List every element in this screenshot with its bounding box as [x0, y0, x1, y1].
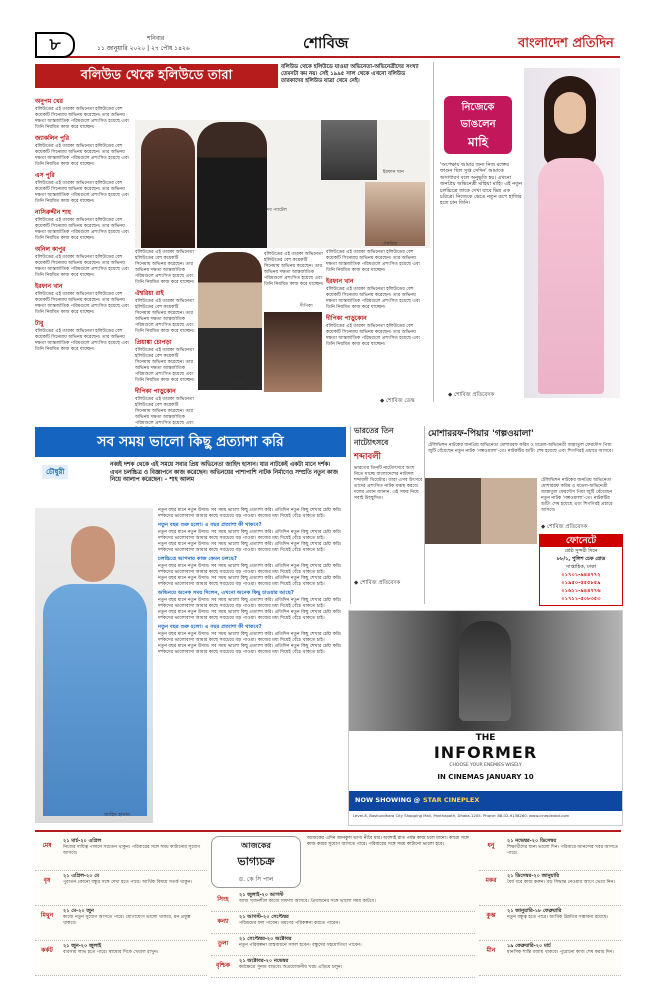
zodiac-dates: ২১ মার্চ-২০ এপ্রিল — [63, 838, 102, 844]
photo-dev — [197, 122, 267, 248]
interview-a1b: নতুন বছর মানে নতুন উদ্যম। সব সময় ভালো কিছু প্রত্যাশা করি। প্রতিদিন নতুন কিছু শেখার চেষ্টা করি। দর্শকদের ভালোবাসা আমার কাছে সবচেয়ে বড় পাওয়া। কাজের মধ্য দিয়েই বেঁচে থাকতে চাই। — [158, 542, 342, 553]
text-mid-3: বলিউডের এই তারকা অভিনেতা হলিউডের বেশ কয়েকটি সিনেমায় অভিনয় করেছেন। তার অভিনয় দক্ষতা আন্তর্জাতিক পরিমণ্ডলে প্রশংসিত হয়েছে এবং তিনি নিয়মিত কাজ করে যাচ্ছেন। — [135, 348, 195, 383]
bharat-sign: ◆ শোবিজ প্রতিবেদক — [354, 580, 401, 586]
informer-footer: Level-8, Bashundhara City Shopping Mall, Panthapath, Dhaka-1205. Phone: 88-02-9138260. www.cineplexbd.com — [353, 813, 570, 818]
interview-title-bar — [35, 427, 346, 457]
text-mid-1: বলিউডের এই তারকা অভিনেতা হলিউডের বেশ কয়েকটি সিনেমায় অভিনয় করেছেন। তার অভিনয় দক্ষতা আন্তর্জাতিক পরিমণ্ডলে প্রশংসিত হয়েছে এবং তিনি নিয়মিত কাজ করে যাচ্ছেন। — [135, 250, 195, 285]
zahid-shirt — [43, 584, 147, 816]
name-spuri: এস পুরি — [35, 172, 55, 179]
zodiac-text: মানসিক শান্তি বজায় থাকবে। পুরোনো কাজ শেষ করার দিন। — [507, 950, 614, 955]
bollywood-mid-column — [135, 250, 195, 426]
name-irrfan-right: ইরফান খান — [326, 278, 354, 285]
mahi-title-2: ভাঙলেন — [460, 119, 496, 130]
zodiac-sign-label: সিংহ — [217, 896, 229, 903]
zodiac-sign-label: কুম্ভ — [486, 912, 496, 919]
zodiac-dates: ২১ জানুয়ারি-১৮ ফেব্রুয়ারি — [507, 908, 562, 914]
photo-deepika — [264, 312, 322, 392]
text-mid-4: বলিউডের এই তারকা অভিনেতা হলিউডের বেশ কয়েকটি সিনেমায় অভিনয় করেছেন। তার অভিনয় দক্ষতা আন্তর্জাতিক পরিমণ্ডলে প্রশংসিত হয়েছে এবং — [135, 397, 194, 426]
zahid-caption: জাহিদ হাসান — [104, 812, 131, 818]
horoscope-title-1: আজকের — [241, 841, 271, 850]
mosharraf-section — [424, 426, 625, 604]
bollywood-sign: ◆ শোবিজ ডেস্ক — [380, 398, 415, 404]
zodiac-dates: ২১ আগস্ট-২০ সেপ্টেম্বর — [239, 914, 289, 920]
zodiac-sign-label: কর্কট — [41, 947, 53, 954]
bharat-body: ভারতের তিনটি নাট্যোৎসবে অংশ নিতে যাচ্ছে বাংলাদেশের নাট্যদল শব্দাবলী থিয়েটার। তারা এসব উৎসবে তাদের প্রশংসিত নাটক মঞ্চস্থ করবে। দলের প্রধান জানান, এই সফর নিয়ে সবাই উচ্ছ্বসিত। — [354, 466, 423, 501]
horoscope-author: ড. কে সি পাল — [238, 876, 274, 883]
informer-cinemas: IN CINEMAS JANUARY 10 — [437, 773, 534, 781]
bharat-title-3: শব্দাবলী — [354, 452, 381, 462]
interview-a0: নতুন বছর মানে নতুন উদ্যম। সব সময় ভালো কিছু প্রত্যাশা করি। প্রতিদিন নতুন কিছু শেখার চেষ্টা করি। দর্শকদের ভালোবাসা আমার কাছে সবচেয়ে বড় পাওয়া। কাজের মধ্য দিয়েই বেঁচে থাকতে চাই। — [158, 508, 342, 519]
date-line: ১১ জানুয়ারি ২০২০ | ২৭ পৌষ ১৪২৬ — [97, 45, 190, 52]
photo-freida — [141, 128, 195, 248]
informer-face — [459, 621, 511, 721]
horoscope-entry — [479, 836, 621, 871]
zodiac-sign-label: বৃষ — [43, 877, 51, 884]
informer-bar — [349, 791, 622, 811]
zodiac-sign-label: কন্যা — [217, 918, 229, 925]
interview-q1b: নতুন বছর শুরু হলো। এ বছর প্রত্যাশা কী থাকবে? — [158, 624, 262, 630]
zodiac-dates: ২১ ডিসেম্বর-২০ জানুয়ারি — [507, 873, 560, 879]
zodiac-text: আজ সৃজনশীল কাজে সাফল্য আসবে। প্রিয়জনের সঙ্গে ভালো সময় কাটবে। — [239, 899, 376, 904]
zodiac-text: ব্যবসায় লাভ হতে পারে। স্বাস্থ্যের দিকে খেয়াল রাখুন। — [63, 950, 159, 955]
fonete-ad[interactable] — [539, 534, 623, 606]
mahi-dress — [538, 158, 604, 394]
interview-a1: নতুন বছর মানে নতুন উদ্যম। সব সময় ভালো কিছু প্রত্যাশা করি। প্রতিদিন নতুন কিছু শেখার চেষ্টা করি। দর্শকদের ভালোবাসা আমার কাছে সবচেয়ে বড় পাওয়া। কাজের মধ্য দিয়েই বেঁচে থাকতে চাই। — [158, 530, 342, 541]
horoscope-section — [35, 830, 621, 977]
interview-q2: চলচ্চিত্রে আপনার কাজ কেমন চলছে? — [158, 556, 237, 562]
text-anil: বলিউডের এই তারকা অভিনেতা হলিউডের বেশ কয়েকটি সিনেমায় অভিনয় করেছেন। তার অভিনয় দক্ষতা আন্তর্জাতিক পরিমণ্ডলে প্রশংসিত হয়েছে এবং তিনি নিয়মিত কাজ করে যাচ্ছেন। — [35, 255, 130, 278]
zodiac-dates: ২১ সেপ্টেম্বর-২০ অক্টোবর — [239, 936, 292, 942]
horoscope-entry — [211, 934, 475, 956]
zodiac-text: কর্মক্ষেত্রে সুনাম বাড়বে। অপ্রয়োজনীয় খরচ এড়িয়ে চলুন। — [239, 965, 343, 970]
zodiac-sign-label: তুলা — [217, 940, 229, 947]
page-header — [35, 30, 620, 58]
zodiac-dates: ২১ জুলাই-২০ আগস্ট — [239, 892, 284, 898]
zodiac-dates: ২১ অক্টোবর-২০ নভেম্বর — [239, 958, 289, 964]
text-jacqueline: বলিউডের এই তারকা অভিনেতা হলিউডের বেশ কয়েকটি সিনেমায় অভিনয় করেছেন। তার অভিনয় দক্ষতা আন্তর্জাতিক পরিমণ্ডলে প্রশংসিত হয়েছে এবং তিনি নিয়মিত কাজ করে যাচ্ছেন। — [35, 144, 130, 167]
interview-tag: চৌধুরী — [42, 465, 68, 479]
bollywood-lead: বলিউড থেকে হলিউডে যাওয়া অভিনেতা-অভিনেত্রীদের সংখ্যা তেমনটা কম নয়। সেই ১৯৯৫ সাল থেকে এখনো বলিউড তারকাদের হলিউড যাত্রা থেমে নেই। — [281, 64, 419, 84]
interview-a3: নতুন বছর মানে নতুন উদ্যম। সব সময় ভালো কিছু প্রত্যাশা করি। প্রতিদিন নতুন কিছু শেখার চেষ্টা করি। দর্শকদের ভালোবাসা আমার কাছে সবচেয়ে বড় পাওয়া। কাজের মধ্য দিয়েই বেঁচে থাকতে চাই। — [158, 598, 342, 609]
interview-lead: নব্বই দশক থেকে এই সময়ে সবার প্রিয় অভিনেতা জাহিদ হাসান। যার নাটকেই একটা মানে দর্শক। এখন চলচ্চিত্র ও বিজ্ঞাপনে কাজ করেছেন। অভিনয়ের পাশাপাশি নাটক নির্মাণেও সম্প্রতি নতুন কাজ নিয়ে আলাপ করেছেন। – শাহ আলম — [110, 462, 338, 484]
informer-sub: CHOOSE YOUR ENEMIES WISELY — [449, 763, 522, 768]
text-anupam: বলিউডের এই তারকা অভিনেতা হলিউডের বেশ কয়েকটি সিনেমায় অভিনয় করেছেন। তার অভিনয় দক্ষতা আন্তর্জাতিক পরিমণ্ডলে প্রশংসিত হয়েছে এবং তিনি নিয়মিত কাজ করে যাচ্ছেন। — [35, 107, 130, 130]
horoscope-right-col — [479, 836, 621, 974]
caption-deepika: দীপিকা — [300, 304, 313, 309]
mahi-title-box — [444, 96, 512, 154]
text-tabu: বলিউডের এই তারকা অভিনেতা হলিউডের বেশ কয়েকটি সিনেমায় অভিনয় করেছেন। তার অভিনয় দক্ষতা আন্তর্জাতিক পরিমণ্ডলে প্রশংসিত হয়েছে এবং তিনি নিয়মিত কাজ করে যাচ্ছেন। — [35, 329, 130, 352]
horoscope-entry — [479, 941, 621, 976]
caption-priyanka: প্রিয়াঙ্কা — [232, 382, 245, 387]
bollywood-col-c: বলিউডের এই তারকা অভিনেতা হলিউডের বেশ কয়েকটি সিনেমায় অভিনয় করেছেন। তার অভিনয় দক্ষতা আন্তর্জাতিক পরিমণ্ডলে প্রশংসিত হয়েছে এবং তিনি নিয়মিত কাজ করে যাচ্ছেন। — [264, 252, 324, 287]
zodiac-sign-label: মেষ — [42, 842, 52, 849]
bharat-title-1: ভারতের তিন — [354, 426, 394, 435]
bollywood-right-column — [326, 250, 428, 392]
horoscope-entry — [211, 890, 475, 912]
zodiac-text: নতুন বন্ধুত্ব হতে পারে। আর্থিক উন্নতির সম্ভাবনা রয়েছে। — [507, 915, 609, 920]
horoscope-entry — [479, 906, 621, 941]
mahi-title-1: নিজেকে — [461, 102, 495, 113]
photo-cluster-top — [135, 120, 430, 248]
horoscope-left-col — [35, 836, 207, 974]
fonete-line2: ৮৮/১, পুলিশ চেক রোড — [556, 556, 606, 562]
caption-irrfan: ইরফান খান — [383, 170, 404, 175]
mahi-section — [433, 62, 622, 402]
informer-logo: STAR CINEPLEX — [423, 796, 480, 804]
interview-q1: নতুন বছর শুরু হলো। এ বছর প্রত্যাশা কী থাকবে? — [158, 522, 262, 528]
photo-zahid — [35, 508, 153, 823]
photo-priyanka — [198, 252, 262, 390]
zodiac-dates: ২১ মে-২০ জুন — [63, 908, 94, 914]
zodiac-dates: ১৯ ফেব্রুয়ারি-২০ মার্চ — [507, 943, 551, 949]
mosharraf-body: টেলিভিশন নাটকের জনপ্রিয় অভিনেতা মোশাররফ করিম ও মডেল-অভিনেত্রী জান্নাতুল ফেরদৌস পিয়া জুটি বেঁধেছেন নতুন নাটক 'গল্পওয়ালা'-তে। নাটকটির শুটিং শেষ হয়েছে এবং শিগগিরই প্রচারে আসবে। — [428, 443, 613, 454]
horoscope-title-box — [211, 836, 301, 888]
name-jacqueline: জ্যাকলিন পুরি — [35, 135, 69, 142]
horoscope-entry — [35, 906, 207, 941]
informer-ad[interactable] — [348, 610, 623, 826]
bharat-section — [350, 426, 424, 604]
section-title: শোবিজ — [303, 34, 349, 52]
interview-q3: অভিনয়ে অনেক সময় দিলেন, এখনো অনেক কিছু চাওয়ার আছে? — [158, 590, 294, 596]
horoscope-entry — [479, 871, 621, 906]
interview-body — [158, 508, 344, 824]
horoscope-entry — [211, 912, 475, 934]
bollywood-title: বলিউড থেকে হলিউডে তারা — [80, 68, 233, 83]
zodiac-text: কাজে নতুন সুযোগ আসতে পারে। যোগাযোগ ভালো থাকবে, মন প্রফুল্ল থাকবে। — [63, 915, 191, 926]
photo-mahi — [524, 68, 620, 398]
fonete-sub: শ্রেষ্ঠ সুন্দরী দিনে — [564, 548, 598, 554]
name-irrfan: ইরফান খান — [35, 283, 63, 290]
fonete-line3: সাপ্তাহিক, ঢাকা — [565, 564, 597, 570]
informer-art — [349, 611, 622, 731]
text-spuri: বলিউডের এই তারকা অভিনেতা হলিউডের বেশ কয়েকটি সিনেমায় অভিনয় করেছেন। তার অভিনয় দক্ষতা আন্তর্জাতিক পরিমণ্ডলে প্রশংসিত হয়েছে এবং তিনি নিয়মিত কাজ করে যাচ্ছেন। — [35, 181, 130, 204]
zodiac-dates: ২১ নভেম্বর-২০ ডিসেম্বর — [507, 838, 557, 844]
interview-a2b: নতুন বছর মানে নতুন উদ্যম। সব সময় ভালো কিছু প্রত্যাশা করি। প্রতিদিন নতুন কিছু শেখার চেষ্টা করি। দর্শকদের ভালোবাসা আমার কাছে সবচেয়ে বড় পাওয়া। কাজের মধ্য দিয়েই বেঁচে থাকতে চাই। — [158, 576, 342, 587]
weekday: শনিবার — [147, 35, 165, 42]
zodiac-sign-label: ধনু — [487, 842, 495, 849]
mosharraf-body-2: টেলিভিশন নাটকের জনপ্রিয় অভিনেতা মোশাররফ করিম ও মডেল-অভিনেত্রী জান্নাতুল ফেরদৌস পিয়া জুটি বেঁধেছেন নতুন নাটক 'গল্পওয়ালা'-তে। নাটকটির শুটিং শেষ হয়েছে এবং শিগগিরই প্রচারে আসবে। — [541, 478, 613, 513]
name-anil: অনিল কাপুর — [35, 246, 66, 253]
fonete-phone-2: ০১৬১১-৯৪৪৭৭৬ — [561, 588, 601, 594]
mahi-title-3: মাহি — [468, 135, 488, 149]
interview-title: সব সময় ভালো কিছু প্রত্যাশা করি — [97, 434, 284, 450]
text-naseeruddin: বলিউডের এই তারকা অভিনেতা হলিউডের বেশ কয়েকটি সিনেমায় অভিনয় করেছেন। তার অভিনয় দক্ষতা আন্তর্জাতিক পরিমণ্ডলে প্রশংসিত হয়েছে এবং তিনি নিয়মিত কাজ করে যাচ্ছেন। — [35, 218, 130, 241]
interview-a4b: নতুন বছর মানে নতুন উদ্যম। সব সময় ভালো কিছু প্রত্যাশা করি। প্রতিদিন নতুন কিছু শেখার চেষ্টা করি। দর্শকদের ভালোবাসা আমার কাছে সবচেয়ে বড় পাওয়া। কাজের মধ্য দিয়েই বেঁচে থাকতে চাই। — [158, 644, 342, 655]
zodiac-dates: ২১ এপ্রিল-২০ মে — [63, 873, 100, 879]
caption-aishwarya: ঐশ্বরিয়া — [383, 242, 398, 247]
horoscope-title-2: ভাগ্যচক্র — [237, 855, 275, 868]
name-aishwarya: ঐশ্বরিয়া রাই — [135, 290, 164, 297]
fonete-phone-3: ০১৭১১-৫০৮৩৫৩ — [561, 596, 601, 602]
fonete-title: ফোনেটে — [540, 535, 622, 547]
name-anupam: অনুপম খের — [35, 98, 63, 105]
zodiac-sign-label: বৃশ্চিক — [215, 962, 230, 969]
name-priyanka: প্রিয়াঙ্কা চোপড়া — [135, 339, 172, 346]
bharat-title-2: নাট্যোৎসবে — [354, 438, 389, 447]
informer-the: THE — [475, 733, 496, 743]
photo-aishwarya — [365, 182, 425, 246]
text-r1: বলিউডের এই তারকা অভিনেতা হলিউডের বেশ কয়েকটি সিনেমায় অভিনয় করেছেন। তার অভিনয় দক্ষতা আন্তর্জাতিক পরিমণ্ডলে প্রশংসিত হয়েছে এবং তিনি নিয়মিত কাজ করে যাচ্ছেন। — [326, 250, 421, 273]
horoscope-entry — [35, 941, 207, 976]
zodiac-text: পুরাতন কোনো বন্ধুর সঙ্গে দেখা হতে পারে। আর্থিক বিষয়ে সতর্ক থাকুন। — [63, 880, 192, 885]
horoscope-mid-col — [211, 890, 475, 974]
horoscope-entry — [211, 956, 475, 978]
logo: বাংলাদেশ প্রতিদিন — [518, 36, 614, 51]
text-irrfan: বলিউডের এই তারকা অভিনেতা হলিউডের বেশ কয়েকটি সিনেমায় অভিনয় করেছেন। তার অভিনয় দক্ষতা আন্তর্জাতিক পরিমণ্ডলে প্রশংসিত হয়েছে এবং তিনি নিয়মিত কাজ করে যাচ্ছেন। — [35, 292, 130, 315]
name-tabu: টাবু — [35, 320, 44, 327]
zahid-head — [71, 526, 115, 582]
photo-mosharraf-pia — [425, 478, 537, 544]
text-r2: বলিউডের এই তারকা অভিনেতা হলিউডের বেশ কয়েকটি সিনেমায় অভিনয় করেছেন। তার অভিনয় দক্ষতা আন্তর্জাতিক পরিমণ্ডলে প্রশংসিত হয়েছে এবং তিনি নিয়মিত কাজ করে যাচ্ছেন। — [326, 287, 421, 310]
photo-irrfan — [321, 120, 377, 180]
zodiac-dates: ২১ জুন-২০ জুলাই — [63, 943, 102, 949]
zodiac-text: শিক্ষার্থীদের জন্য ভালো দিন। পরিবারে আনন্দের খবর আসতে পারে। — [507, 845, 619, 856]
caption-dev: দেব প্যাটেল — [265, 208, 287, 213]
zodiac-sign-label: মকর — [485, 877, 497, 884]
zodiac-sign-label: মীন — [486, 947, 496, 954]
page-number: ৮ — [35, 32, 75, 58]
informer-now: NOW SHOWING @ — [355, 796, 421, 804]
fonete-phone-0: ০১৭০১-৯৪৪৭৭২ — [561, 572, 601, 578]
fonete-phone-1: ০১৯৫০-৫৫৫৮৫৯ — [561, 580, 601, 586]
bollywood-title-bar — [35, 64, 278, 88]
horoscope-entry — [35, 836, 207, 871]
zodiac-sign-label: মিথুন — [40, 912, 54, 919]
mahi-face — [554, 92, 586, 134]
text-mid-2: বলিউডের এই তারকা অভিনেতা হলিউডের বেশ কয়েকটি সিনেমায় অভিনয় করেছেন। তার অভিনয় দক্ষতা আন্তর্জাতিক পরিমণ্ডলে প্রশংসিত হয়েছে এবং তিনি নিয়মিত কাজ করে যাচ্ছেন। — [135, 299, 195, 334]
zodiac-text: ধৈর্য ধরে কাজ করুন। বড় সিদ্ধান্ত নেওয়ার আগে ভেবে নিন। — [507, 880, 615, 885]
mosharraf-sign: ◆ শোবিজ প্রতিবেদক — [541, 524, 588, 530]
horoscope-entry — [35, 871, 207, 906]
informer-title: INFORMER — [433, 743, 538, 762]
mosharraf-title: মোশাররফ-পিয়ার 'গল্পওয়ালা' — [428, 429, 534, 439]
interview-a2: নতুন বছর মানে নতুন উদ্যম। সব সময় ভালো কিছু প্রত্যাশা করি। প্রতিদিন নতুন কিছু শেখার চেষ্টা করি। দর্শকদের ভালোবাসা আমার কাছে সবচেয়ে বড় পাওয়া। কাজের মধ্য দিয়েই বেঁচে থাকতে চাই। — [158, 564, 342, 575]
zodiac-text: নিজের দায়িত্ব পালনে সচেতন থাকুন। পরিবারের সঙ্গে সময় কাটানোর সুযোগ আসবে। — [63, 845, 201, 856]
interview-a4: নতুন বছর মানে নতুন উদ্যম। সব সময় ভালো কিছু প্রত্যাশা করি। প্রতিদিন নতুন কিছু শেখার চেষ্টা করি। দর্শকদের ভালোবাসা আমার কাছে সবচেয়ে বড় পাওয়া। কাজের মধ্য দিয়েই বেঁচে থাকতে চাই। — [158, 632, 342, 643]
mahi-sign: ◆ শোবিজ প্রতিবেদক — [448, 392, 495, 398]
name-deepika-right: দীপিকা পাড়ুকোন — [326, 315, 367, 322]
interview-a3b: নতুন বছর মানে নতুন উদ্যম। সব সময় ভালো কিছু প্রত্যাশা করি। প্রতিদিন নতুন কিছু শেখার চেষ্টা করি। দর্শকদের ভালোবাসা আমার কাছে সবচেয়ে বড় পাওয়া। কাজের মধ্য দিয়েই বেঁচে থাকতে চাই। — [158, 610, 342, 621]
text-r3: বলিউডের এই তারকা অভিনেতা হলিউডের বেশ কয়েকটি সিনেমায় অভিনয় করেছেন। তার অভিনয় দক্ষতা আন্তর্জাতিক পরিমণ্ডলে প্রশংসিত হয়েছে এবং তিনি নিয়মিত কাজ করে যাচ্ছেন। — [326, 324, 421, 347]
zodiac-text: পরিশ্রমের ফল পাবেন। ভ্রমণের পরিকল্পনা করতে পারেন। — [239, 921, 340, 926]
mahi-body: 'অপেক্ষায় আমার জন্য নিজ রক্তের ফাগুন ছিল সুপ্ত সেদিন' আমাকে অসাধারণ বলে অনুভূতি হয়। এখনো জনপ্রিয় অভিনেত্রী মাহিয়া মাহি। এই নতুন চলচ্চিত্রে তাকে দেখা যাবে ভিন্ন এক চরিত্রে। নিজেকে ভেঙে নতুন রূপে হাজির হতে চান তিনি। — [440, 162, 522, 207]
name-deepika: দীপিকা পাড়ুকোন — [135, 388, 176, 395]
zodiac-text: নতুন পরিকল্পনা বাস্তবায়নে সফল হবেন। বন্ধুদের সহযোগিতা পাবেন। — [239, 943, 362, 948]
name-naseeruddin: নাসিরুদ্দীন শাহ — [35, 209, 71, 216]
horoscope-intro: আজকের এদিন জানকুল ভাগ্য নীবৈ মার। অবশ্যই রাত পর্যন্ত কাজ চলে মানো। কারো সঙ্গে কাজ করার সুযোগ আসতে পারে। পরিবারের সঙ্গে সময় কাটানো ভালো হবে। — [307, 836, 469, 847]
